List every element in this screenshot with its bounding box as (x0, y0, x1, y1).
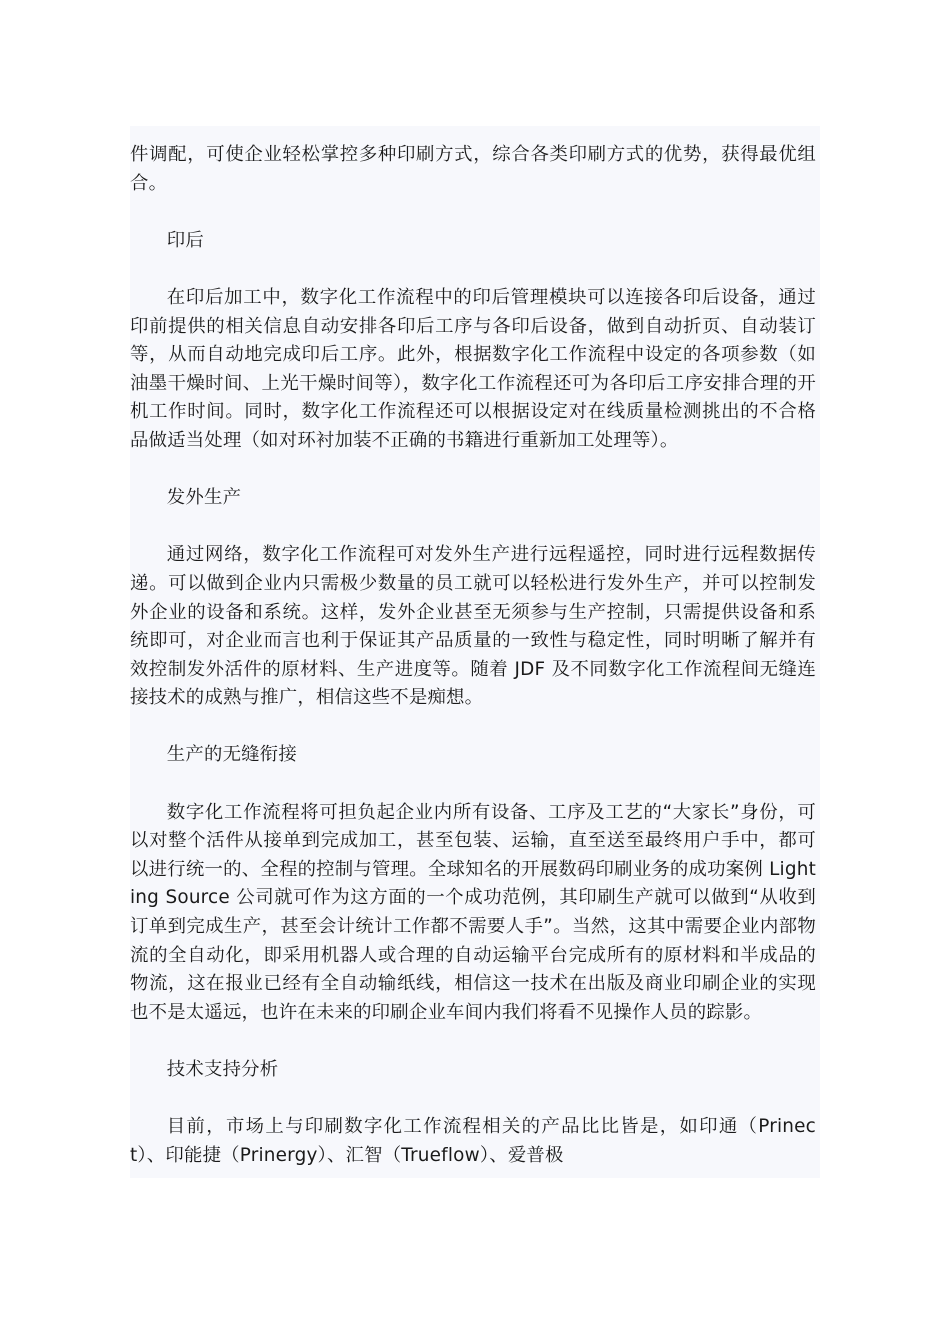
document-page-content (130, 126, 820, 1178)
paragraph-seamless-production: 数字化工作流程将可担负起企业内所有设备、工序及工艺的“大家长”身份，可以对整个活件从接单到完成加工，甚至包装、运输，直至送至最终用户手中，都可以进行统一的、全程的控制与管理。全球知名的开展数码印刷业务的成功案例 Lighting Source 公司就可作为这方面的一个成功范例，其印刷生产就可以做到“从收到订单到完成生产，甚至会计统计工作都不需要人手”。当然，这其中需要企业内部物流的全自动化，即采用机器人或合理的自动运输平台完成所有的原材料和半成品的物流，这在报业已经有全自动输纸线，相信这一技术在出版及商业印刷企业的实现也不是太遥远，也许在未来的印刷企业车间内我们将看不见操作人员的踪影。 (130, 801, 816, 1023)
section-heading-seamless-production: 生产的无缝衔接 (166, 744, 297, 766)
paragraph-gap (130, 713, 820, 742)
paragraph-gap (130, 1085, 820, 1114)
section-heading-outsourced-production: 发外生产 (166, 487, 242, 509)
paragraph-gap (130, 255, 820, 284)
section-heading-technical-support: 技术支持分析 (166, 1059, 279, 1080)
paragraph-gap (130, 198, 820, 227)
paragraph-gap (130, 1027, 820, 1056)
paragraph-gap (130, 513, 820, 542)
paragraph-gap (130, 456, 820, 485)
paragraph-gap (130, 770, 820, 799)
paragraph-continued: 件调配，可使企业轻松掌控多种印刷方式，综合各类印刷方式的优势，获得最优组合。 (130, 144, 816, 194)
paragraph-technical-support: 目前，市场上与印刷数字化工作流程相关的产品比比皆是，如印通（Prinect）、印能捷（Prinergy）、汇智（Trueflow）、爱普极 (130, 1116, 816, 1166)
paragraph-post-press: 在印后加工中，数字化工作流程中的印后管理模块可以连接各印后设备，通过印前提供的相关信息自动安排各印后工序与各印后设备，做到自动折页、自动装订等，从而自动地完成印后工序。此外，根据数字化工作流程中设定的各项参数（如油墨干燥时间、上光干燥时间等），数字化工作流程还可为各印后工序安排合理的开机工作时间。同时，数字化工作流程还可以根据设定对在线质量检测挑出的不合格品做适当处理（如对环衬加装不正确的书籍进行重新加工处理等）。 (130, 286, 816, 451)
section-heading-post-press: 印后 (166, 229, 204, 251)
paragraph-outsourced-production: 通过网络，数字化工作流程可对发外生产进行远程遥控，同时进行远程数据传递。可以做到企业内只需极少数量的员工就可以轻松进行发外生产，并可以控制发外企业的设备和系统。这样，发外企业甚至无须参与生产控制，只需提供设备和系统即可，对企业而言也利于保证其产品质量的一致性与稳定性，同时明晰了解并有效控制发外活件的原材料、生产进度等。随着 JDF 及不同数字化工作流程间无缝连接技术的成熟与推广，相信这些不是痴想。 (130, 544, 816, 709)
